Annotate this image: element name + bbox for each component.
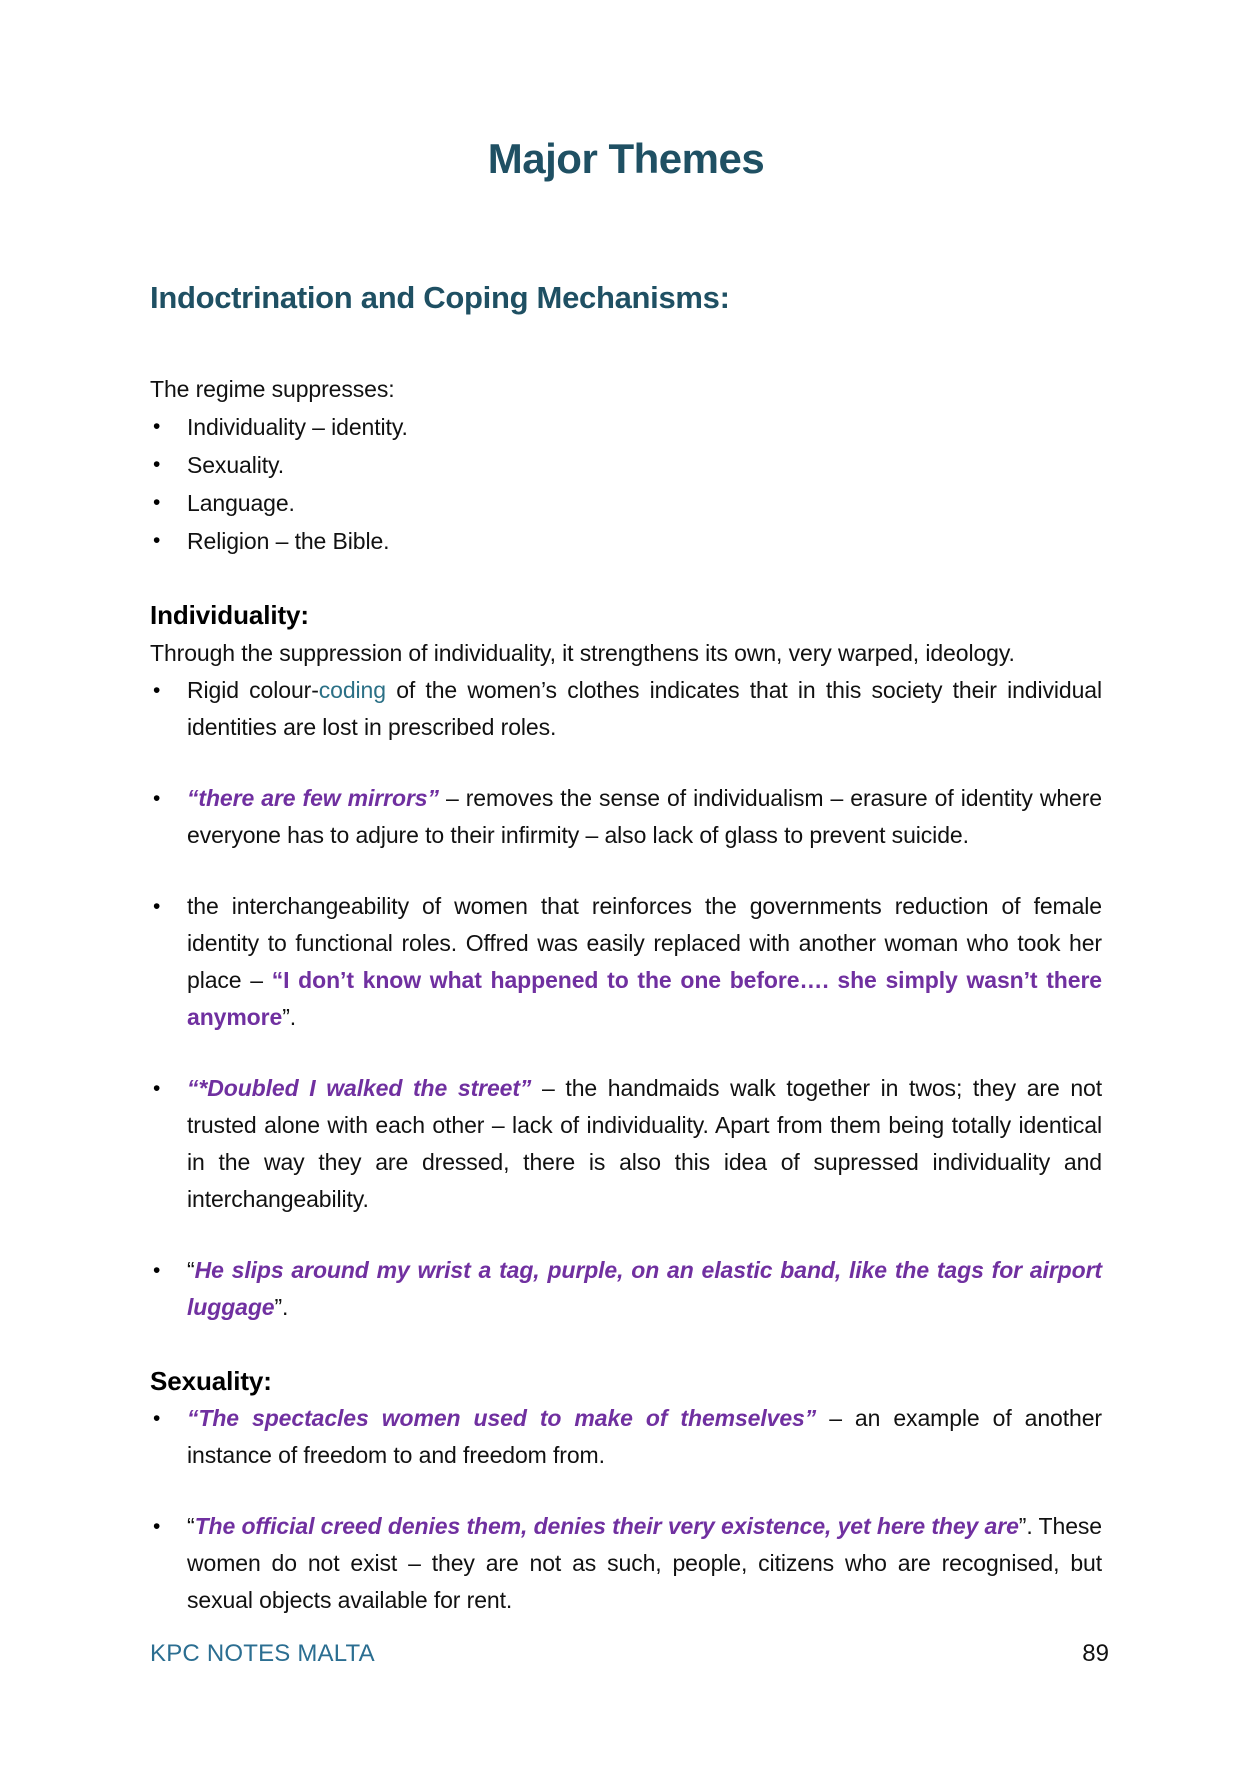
bullet-interchangeability <box>150 888 1102 1036</box>
text-run: Through the suppression of individuality, it strengthens its own, very warped, ideology. <box>150 640 1015 666</box>
bullet-marker: • <box>153 1077 161 1100</box>
text-run: Indoctrination and Coping Mechanisms: <box>150 280 730 315</box>
suppression-item-sexuality <box>150 446 1102 484</box>
bullet-spectacles <box>150 1400 1102 1474</box>
footer-brand: KPC NOTES MALTA <box>150 1640 375 1667</box>
bullet-marker: • <box>153 529 161 552</box>
suppression-item-individuality <box>150 408 1102 446</box>
text-run: Individuality: <box>150 600 309 630</box>
bullet-marker: • <box>153 491 161 514</box>
bullet-marker: • <box>153 415 161 438</box>
text-run: These women do not exist – they are not as such, people, citizens who are recognised, but sexual objects available for rent. <box>187 1513 1102 1613</box>
text-run: Sexuality. <box>187 452 285 478</box>
text-run: “ <box>187 1257 195 1283</box>
footer-page-number: 89 <box>1082 1640 1109 1667</box>
suppression-item-religion <box>150 522 1102 560</box>
suppression-item-language <box>150 484 1102 522</box>
bullet-marker: • <box>153 453 161 476</box>
text-run: – an example of another instance of freedom to and freedom from. <box>187 1405 1102 1468</box>
text-run: ”. <box>282 1004 297 1030</box>
subsection-heading-individuality <box>150 596 1102 634</box>
bullet-colour-coding <box>150 672 1102 746</box>
bullet-wrist-tag <box>150 1252 1102 1326</box>
text-run: “I don’t know what happened to the one before…. she simply wasn’t there anymore <box>187 967 1102 1030</box>
text-run: – the handmaids walk together in twos; they are not trusted alone with each other – lack of individuality. Apart from them being totally identical in the way they are dressed, there is also this idea of supressed individuality and interchangeability. <box>187 1075 1102 1212</box>
bullet-marker: • <box>153 1407 161 1430</box>
lead-paragraph <box>150 370 1102 408</box>
text-run: “ <box>187 1513 195 1539</box>
section-heading-indoctrination <box>150 278 1102 318</box>
text-run: He slips around my wrist a tag, purple, on an elastic band, like the tags for airport luggage <box>187 1257 1102 1320</box>
text-run: ”. <box>1018 1513 1039 1539</box>
text-run: The official creed denies them, denies their very existence, yet here they are <box>194 1513 1019 1539</box>
document-body <box>150 278 1102 1619</box>
bullet-marker: • <box>153 787 161 810</box>
text-run: ”. <box>274 1294 289 1320</box>
bullet-marker: • <box>153 1515 161 1538</box>
text-run: coding <box>318 677 386 703</box>
text-run: Rigid colour- <box>187 677 319 703</box>
bullet-official-creed <box>150 1508 1102 1619</box>
bullet-few-mirrors <box>150 780 1102 854</box>
subsection-heading-sexuality <box>150 1362 1102 1400</box>
text-run: of the women’s clothes indicates that in this society their individual identities are lost in prescribed roles. <box>187 677 1102 740</box>
bullet-marker: • <box>153 679 161 702</box>
page-footer <box>150 1640 1109 1668</box>
bullet-marker: • <box>153 1259 161 1282</box>
text-run: Sexuality: <box>150 1366 272 1396</box>
bullet-marker: • <box>153 895 161 918</box>
page-title: Major Themes <box>487 135 765 182</box>
text-run: The regime suppresses: <box>150 376 395 402</box>
text-run: “*Doubled I walked the street” <box>187 1075 532 1101</box>
bullet-doubled-street <box>150 1070 1102 1218</box>
text-run: the interchangeability of women that reinforces the governments reduction of female identity to functional roles. Offred was easily replaced with another woman who took her place – <box>187 893 1102 993</box>
text-run: Religion – the Bible. <box>187 528 390 554</box>
text-run: Individuality – identity. <box>187 414 408 440</box>
text-run: – removes the sense of individualism – erasure of identity where everyone has to adjure to their infirmity – also lack of glass to prevent suicide. <box>187 785 1102 848</box>
text-run: “there are few mirrors” <box>187 785 439 811</box>
individuality-intro <box>150 634 1102 672</box>
text-run: “The spectacles women used to make of themselves” <box>187 1405 817 1431</box>
text-run: Language. <box>187 490 295 516</box>
